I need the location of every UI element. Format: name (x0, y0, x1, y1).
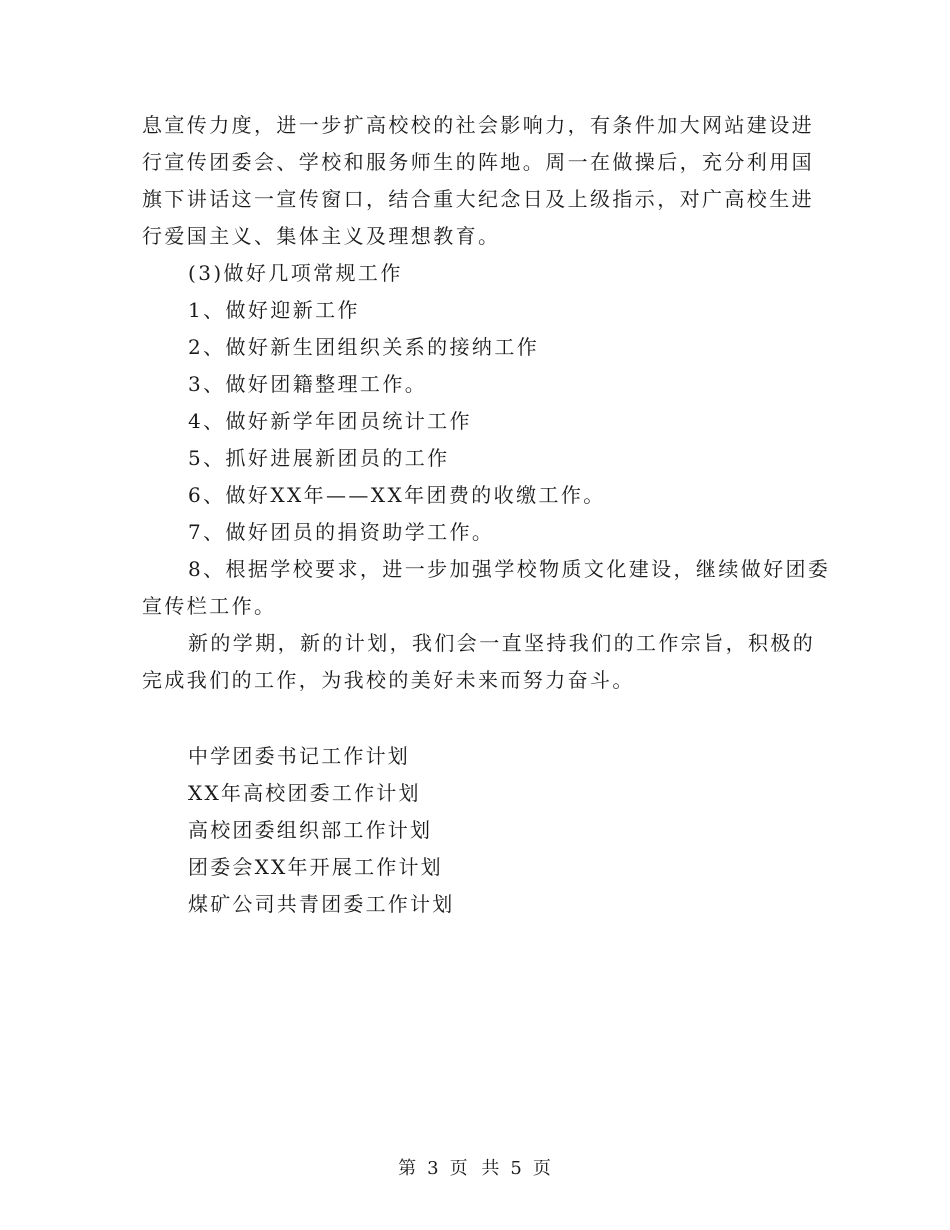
list-item-8-line: 宣传栏工作。 (142, 594, 277, 618)
related-links (142, 738, 822, 923)
paragraph-line: 行宣传团委会、学校和服务师生的阵地。周一在做操后，充分利用国 (142, 150, 814, 174)
page-footer (0, 1154, 950, 1180)
section-heading: (3)做好几项常规工作 (188, 261, 403, 285)
current-page-number: 3 (427, 1158, 440, 1179)
page-label-suffix: 页 (532, 1158, 552, 1179)
document-body (142, 107, 831, 699)
list-item: 1、做好迎新工作 (188, 298, 360, 322)
related-link[interactable]: 团委会XX年开展工作计划 (188, 855, 443, 879)
related-link[interactable]: 煤矿公司共青团委工作计划 (188, 892, 455, 916)
paragraph-line: 行爱国主义、集体主义及理想教育。 (142, 224, 501, 248)
list-item: 5、抓好进展新团员的工作 (188, 446, 450, 470)
list-item: 6、做好XX年——XX年团费的收缴工作。 (188, 483, 606, 507)
page-label-middle: 页 共 (449, 1158, 501, 1179)
list-item: 2、做好新生团组织关系的接纳工作 (188, 335, 540, 359)
list-item: 4、做好新学年团员统计工作 (188, 409, 472, 433)
related-link[interactable]: XX年高校团委工作计划 (188, 781, 421, 805)
related-link[interactable]: 中学团委书记工作计划 (188, 744, 410, 768)
total-pages-number: 5 (510, 1158, 523, 1179)
paragraph-line: 旗下讲话这一宣传窗口，结合重大纪念日及上级指示，对广高校生进 (142, 187, 814, 211)
closing-line: 新的学期，新的计划，我们会一直坚持我们的工作宗旨，积极的 (188, 631, 816, 655)
related-link[interactable]: 高校团委组织部工作计划 (188, 818, 433, 842)
list-item-8-line: 8、根据学校要求，进一步加强学校物质文化建设，继续做好团委 (188, 557, 831, 581)
paragraph-line: 息宣传力度，进一步扩高校校的社会影响力，有条件加大网站建设进 (142, 113, 814, 137)
list-item: 7、做好团员的捐资助学工作。 (188, 520, 495, 544)
page-label-prefix: 第 (398, 1158, 418, 1179)
list-item: 3、做好团籍整理工作。 (188, 372, 428, 396)
closing-line: 完成我们的工作，为我校的美好未来而努力奋斗。 (142, 668, 635, 692)
